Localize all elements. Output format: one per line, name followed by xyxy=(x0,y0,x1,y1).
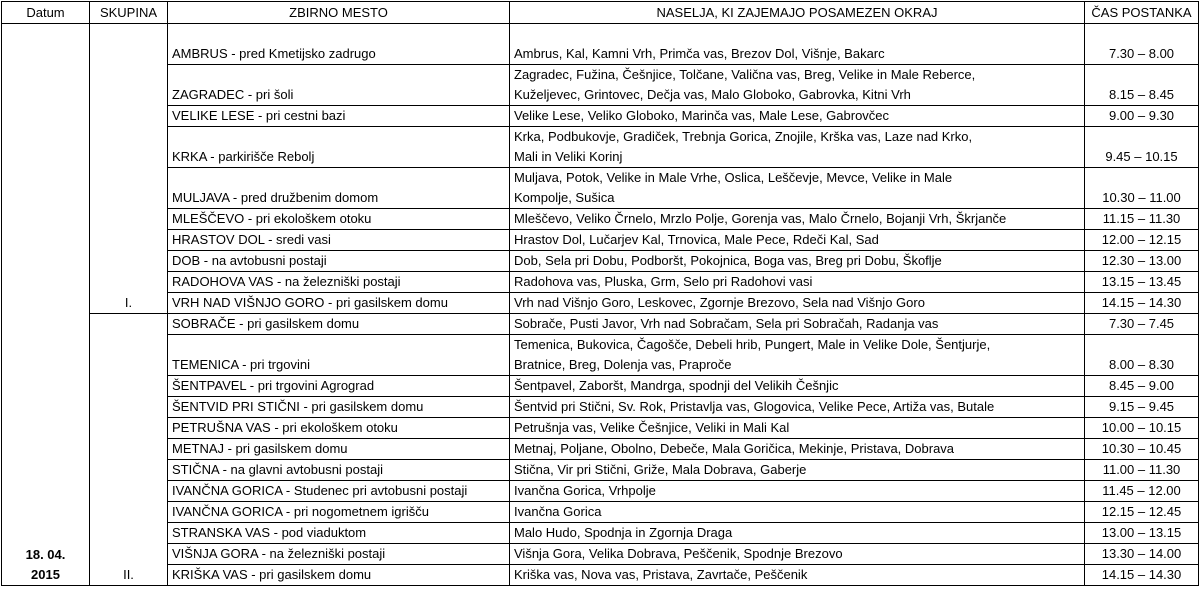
header-zbirno-mesto: ZBIRNO MESTO xyxy=(168,2,510,24)
settlements-cell xyxy=(510,209,1085,230)
settlements-cell xyxy=(510,523,1085,544)
collection-point-cell: ZAGRADEC - pri šoli xyxy=(168,65,510,106)
collection-point-cell: VIŠNJA GORA - na železniški postaji xyxy=(168,544,510,565)
stop-time-cell: 11.15 – 11.30 xyxy=(1085,209,1199,230)
stop-time-cell: 7.30 – 7.45 xyxy=(1085,314,1199,335)
settlements-line: Krka, Podbukovje, Gradiček, Trebnja Gorica, Znojile, Krška vas, Laze nad Krko, xyxy=(514,129,973,144)
settlements-cell xyxy=(510,439,1085,460)
collection-point-cell: PETRUŠNA VAS - pri ekološkem otoku xyxy=(168,418,510,439)
settlements-cell xyxy=(510,460,1085,481)
schedule-body xyxy=(2,24,1199,586)
table-row xyxy=(2,293,1199,314)
settlements-line: Ambrus, Kal, Kamni Vrh, Primča vas, Brezov Dol, Višnje, Bakarc xyxy=(514,46,885,61)
table-row xyxy=(2,565,1199,586)
stop-time-cell: 8.15 – 8.45 xyxy=(1085,65,1199,106)
settlements-cell xyxy=(510,293,1085,314)
table-row xyxy=(2,335,1199,376)
collection-point-cell: STIČNA - na glavni avtobusni postaji xyxy=(168,460,510,481)
stop-time-cell: 14.15 – 14.30 xyxy=(1085,293,1199,314)
collection-schedule-table xyxy=(1,1,1199,586)
settlements-cell xyxy=(510,502,1085,523)
settlements-line: Kriška vas, Nova vas, Pristava, Zavrtače, Peščenik xyxy=(514,567,808,582)
collection-point-cell: TEMENICA - pri trgovini xyxy=(168,335,510,376)
stop-time-cell: 10.00 – 10.15 xyxy=(1085,418,1199,439)
stop-time-cell: 11.00 – 11.30 xyxy=(1085,460,1199,481)
settlements-cell xyxy=(510,481,1085,502)
settlements-cell xyxy=(510,24,1085,65)
stop-time-cell: 13.30 – 14.00 xyxy=(1085,544,1199,565)
group-cell: II. xyxy=(90,314,168,586)
settlements-cell xyxy=(510,335,1085,376)
settlements-cell xyxy=(510,168,1085,209)
settlements-cell xyxy=(510,565,1085,586)
settlements-line: Velike Lese, Veliko Globoko, Marinča vas, Male Lese, Gabrovčec xyxy=(514,108,890,123)
settlements-line: Kuželjevec, Grintovec, Dečja vas, Malo Globoko, Gabrovka, Kitni Vrh xyxy=(514,87,911,102)
date-day-month: 18. 04. xyxy=(25,547,66,562)
table-row xyxy=(2,127,1199,168)
stop-time-cell: 10.30 – 10.45 xyxy=(1085,439,1199,460)
stop-time-cell: 9.45 – 10.15 xyxy=(1085,127,1199,168)
settlements-line: Sobrače, Pusti Javor, Vrh nad Sobračam, Sela pri Sobračah, Radanja vas xyxy=(514,316,939,331)
settlements-line: Bratnice, Breg, Dolenja vas, Praproče xyxy=(514,357,732,372)
settlements-line: Mleščevo, Veliko Črnelo, Mrzlo Polje, Gorenja vas, Malo Črnelo, Bojanji Vrh, Škrjanče xyxy=(514,211,1007,226)
stop-time-cell: 13.15 – 13.45 xyxy=(1085,272,1199,293)
table-row xyxy=(2,397,1199,418)
collection-point-cell: IVANČNA GORICA - Studenec pri avtobusni postaji xyxy=(168,481,510,502)
stop-time-cell: 9.15 – 9.45 xyxy=(1085,397,1199,418)
settlements-cell xyxy=(510,272,1085,293)
table-row xyxy=(2,106,1199,127)
header-cas-postanka: ČAS POSTANKA xyxy=(1085,2,1199,24)
settlements-line: Malo Hudo, Spodnja in Zgornja Draga xyxy=(514,525,733,540)
table-row xyxy=(2,272,1199,293)
stop-time-cell: 9.00 – 9.30 xyxy=(1085,106,1199,127)
table-row xyxy=(2,65,1199,106)
collection-point-cell: VELIKE LESE - pri cestni bazi xyxy=(168,106,510,127)
table-row xyxy=(2,481,1199,502)
collection-point-cell: IVANČNA GORICA - pri nogometnem igrišču xyxy=(168,502,510,523)
collection-point-cell: STRANSKA VAS - pod viaduktom xyxy=(168,523,510,544)
settlements-line: Radohova vas, Pluska, Grm, Selo pri Radohovi vasi xyxy=(514,274,813,289)
settlements-cell xyxy=(510,106,1085,127)
table-row xyxy=(2,502,1199,523)
settlements-line: Temenica, Bukovica, Čagošče, Debeli hrib, Pungert, Male in Velike Dole, Šentjurje, xyxy=(514,337,991,352)
settlements-line: Šentpavel, Zaboršt, Mandrga, spodnji del Velikih Češnjic xyxy=(514,378,839,393)
collection-point-cell: ŠENTPAVEL - pri trgovini Agrograd xyxy=(168,376,510,397)
table-row xyxy=(2,168,1199,209)
settlements-cell xyxy=(510,314,1085,335)
settlements-cell xyxy=(510,397,1085,418)
table-row xyxy=(2,523,1199,544)
settlements-cell xyxy=(510,251,1085,272)
table-row xyxy=(2,544,1199,565)
settlements-line: Muljava, Potok, Velike in Male Vrhe, Oslica, Leščevje, Mevce, Velike in Male xyxy=(514,170,953,185)
stop-time-cell: 12.15 – 12.45 xyxy=(1085,502,1199,523)
stop-time-cell: 11.45 – 12.00 xyxy=(1085,481,1199,502)
stop-time-cell: 8.00 – 8.30 xyxy=(1085,335,1199,376)
collection-point-cell: AMBRUS - pred Kmetijsko zadrugo xyxy=(168,24,510,65)
stop-time-cell: 14.15 – 14.30 xyxy=(1085,565,1199,586)
stop-time-cell: 8.45 – 9.00 xyxy=(1085,376,1199,397)
collection-point-cell: VRH NAD VIŠNJO GORO - pri gasilskem domu xyxy=(168,293,510,314)
settlements-line: Petrušnja vas, Velike Češnjice, Veliki in Mali Kal xyxy=(514,420,790,435)
stop-time-cell: 7.30 – 8.00 xyxy=(1085,24,1199,65)
settlements-cell xyxy=(510,230,1085,251)
table-row xyxy=(2,376,1199,397)
settlements-line: Dob, Sela pri Dobu, Podboršt, Pokojnica, Boga vas, Breg pri Dobu, Škoflje xyxy=(514,253,942,268)
settlements-cell xyxy=(510,127,1085,168)
header-skupina: SKUPINA xyxy=(90,2,168,24)
table-row xyxy=(2,230,1199,251)
table-row xyxy=(2,209,1199,230)
header-naselja: NASELJA, KI ZAJEMAJO POSAMEZEN OKRAJ xyxy=(510,2,1085,24)
settlements-line: Zagradec, Fužina, Češnjice, Tolčane, Valična vas, Breg, Velike in Male Reberce, xyxy=(514,67,976,82)
settlements-line: Kompolje, Sušica xyxy=(514,190,615,205)
table-row xyxy=(2,251,1199,272)
stop-time-cell: 12.00 – 12.15 xyxy=(1085,230,1199,251)
stop-time-cell: 12.30 – 13.00 xyxy=(1085,251,1199,272)
table-row xyxy=(2,314,1199,335)
collection-point-cell: RADOHOVA VAS - na železniški postaji xyxy=(168,272,510,293)
header-row xyxy=(2,2,1199,24)
settlements-cell xyxy=(510,376,1085,397)
collection-point-cell: METNAJ - pri gasilskem domu xyxy=(168,439,510,460)
settlements-line: Ivančna Gorica xyxy=(514,504,602,519)
table-row xyxy=(2,460,1199,481)
settlements-cell xyxy=(510,65,1085,106)
collection-point-cell: MULJAVA - pred družbenim domom xyxy=(168,168,510,209)
table-row xyxy=(2,418,1199,439)
settlements-line: Višnja Gora, Velika Dobrava, Peščenik, Spodnje Brezovo xyxy=(514,546,843,561)
settlements-line: Šentvid pri Stični, Sv. Rok, Pristavlja vas, Glogovica, Velike Pece, Artiža vas, Butale xyxy=(514,399,995,414)
header-datum: Datum xyxy=(2,2,90,24)
collection-point-cell: KRIŠKA VAS - pri gasilskem domu xyxy=(168,565,510,586)
stop-time-cell: 13.00 – 13.15 xyxy=(1085,523,1199,544)
settlements-cell xyxy=(510,418,1085,439)
settlements-line: Ivančna Gorica, Vrhpolje xyxy=(514,483,656,498)
collection-point-cell: DOB - na avtobusni postaji xyxy=(168,251,510,272)
collection-point-cell: SOBRAČE - pri gasilskem domu xyxy=(168,314,510,335)
date-year: 2015 xyxy=(31,567,60,582)
settlements-line: Mali in Veliki Korinj xyxy=(514,149,623,164)
table-row xyxy=(2,24,1199,65)
group-cell: I. xyxy=(90,24,168,314)
table-row xyxy=(2,439,1199,460)
settlements-cell xyxy=(510,544,1085,565)
settlements-line: Stična, Vir pri Stični, Griže, Mala Dobrava, Gaberje xyxy=(514,462,807,477)
stop-time-cell: 10.30 – 11.00 xyxy=(1085,168,1199,209)
settlements-line: Hrastov Dol, Lučarjev Kal, Trnovica, Male Pece, Rdeči Kal, Sad xyxy=(514,232,879,247)
collection-point-cell: HRASTOV DOL - sredi vasi xyxy=(168,230,510,251)
collection-point-cell: MLEŠČEVO - pri ekološkem otoku xyxy=(168,209,510,230)
collection-point-cell: ŠENTVID PRI STIČNI - pri gasilskem domu xyxy=(168,397,510,418)
settlements-line: Vrh nad Višnjo Goro, Leskovec, Zgornje Brezovo, Sela nad Višnjo Goro xyxy=(514,295,925,310)
date-cell xyxy=(2,24,90,586)
collection-point-cell: KRKA - parkirišče Rebolj xyxy=(168,127,510,168)
settlements-line: Metnaj, Poljane, Obolno, Debeče, Mala Goričica, Mekinje, Pristava, Dobrava xyxy=(514,441,955,456)
